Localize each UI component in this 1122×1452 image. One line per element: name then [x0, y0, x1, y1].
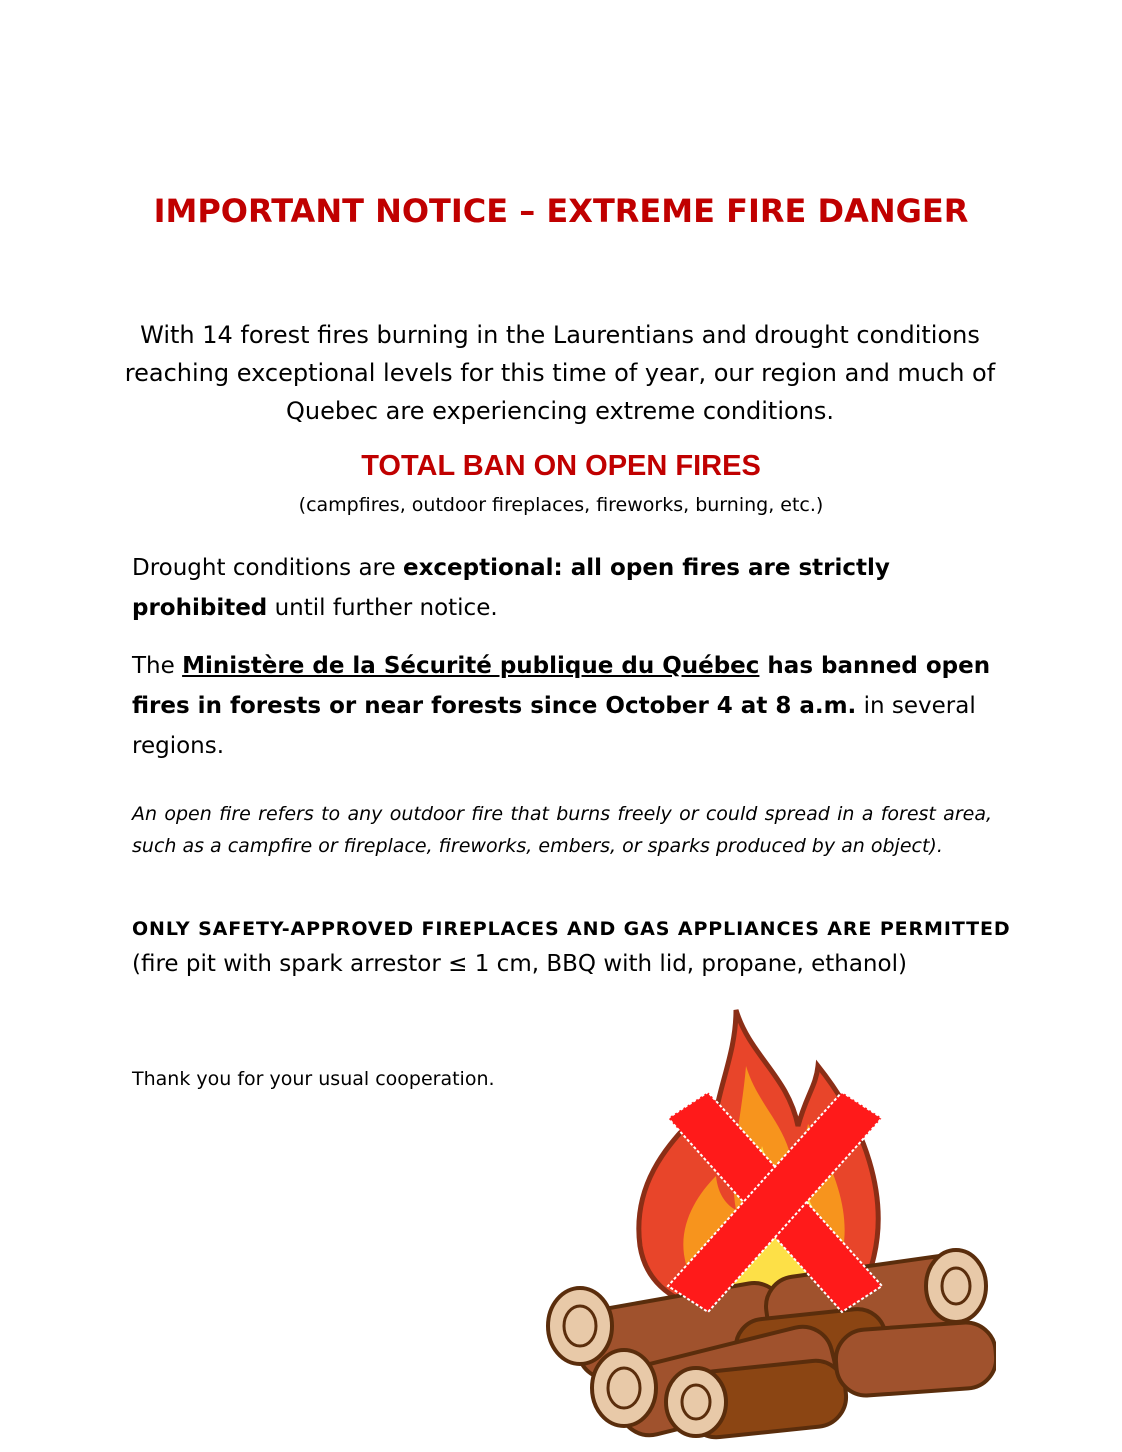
ministry-name: Ministère de la Sécurité publique du Québec: [182, 653, 760, 679]
intro-paragraph: With 14 forest fires burning in the Laurentians and drought conditions reaching exceptional levels for this time of year, our region and much of Quebec are experiencing extreme conditions.: [124, 321, 996, 425]
approved-heading: ONLY SAFETY-APPROVED FIREPLACES AND GAS APPLIANCES ARE PERMITTED: [132, 918, 1011, 940]
approved-details: (fire pit with spark arrestor ≤ 1 cm, BBQ with lid, propane, ethanol): [132, 951, 907, 977]
drought-paragraph: [132, 548, 992, 628]
ministry-emphasis: has banned open fires in forests or near forests since October 4 at 8 a.m.: [132, 653, 991, 719]
drought-tail: until further notice.: [267, 595, 498, 621]
open-fire-definition: An open fire refers to any outdoor fire that burns freely or could spread in a forest area, such as a campfire or fireplace, fireworks, embers, or sparks produced by an object).: [132, 803, 992, 857]
thanks-line: Thank you for your usual cooperation.: [132, 1068, 495, 1090]
drought-lead: Drought conditions are: [132, 555, 403, 581]
ministry-paragraph: [132, 646, 992, 766]
ministry-lead: The: [132, 653, 183, 679]
notice-title: IMPORTANT NOTICE – EXTREME FIRE DANGER: [153, 192, 969, 230]
ministry-tail: in several regions.: [132, 693, 976, 759]
ban-subheading: (campfires, outdoor fireplaces, fireworks, burning, etc.): [298, 494, 824, 516]
drought-emphasis: exceptional: all open fires are strictly prohibited: [132, 555, 890, 621]
no-campfire-icon: [536, 996, 996, 1442]
ban-heading: TOTAL BAN ON OPEN FIRES: [361, 450, 761, 482]
